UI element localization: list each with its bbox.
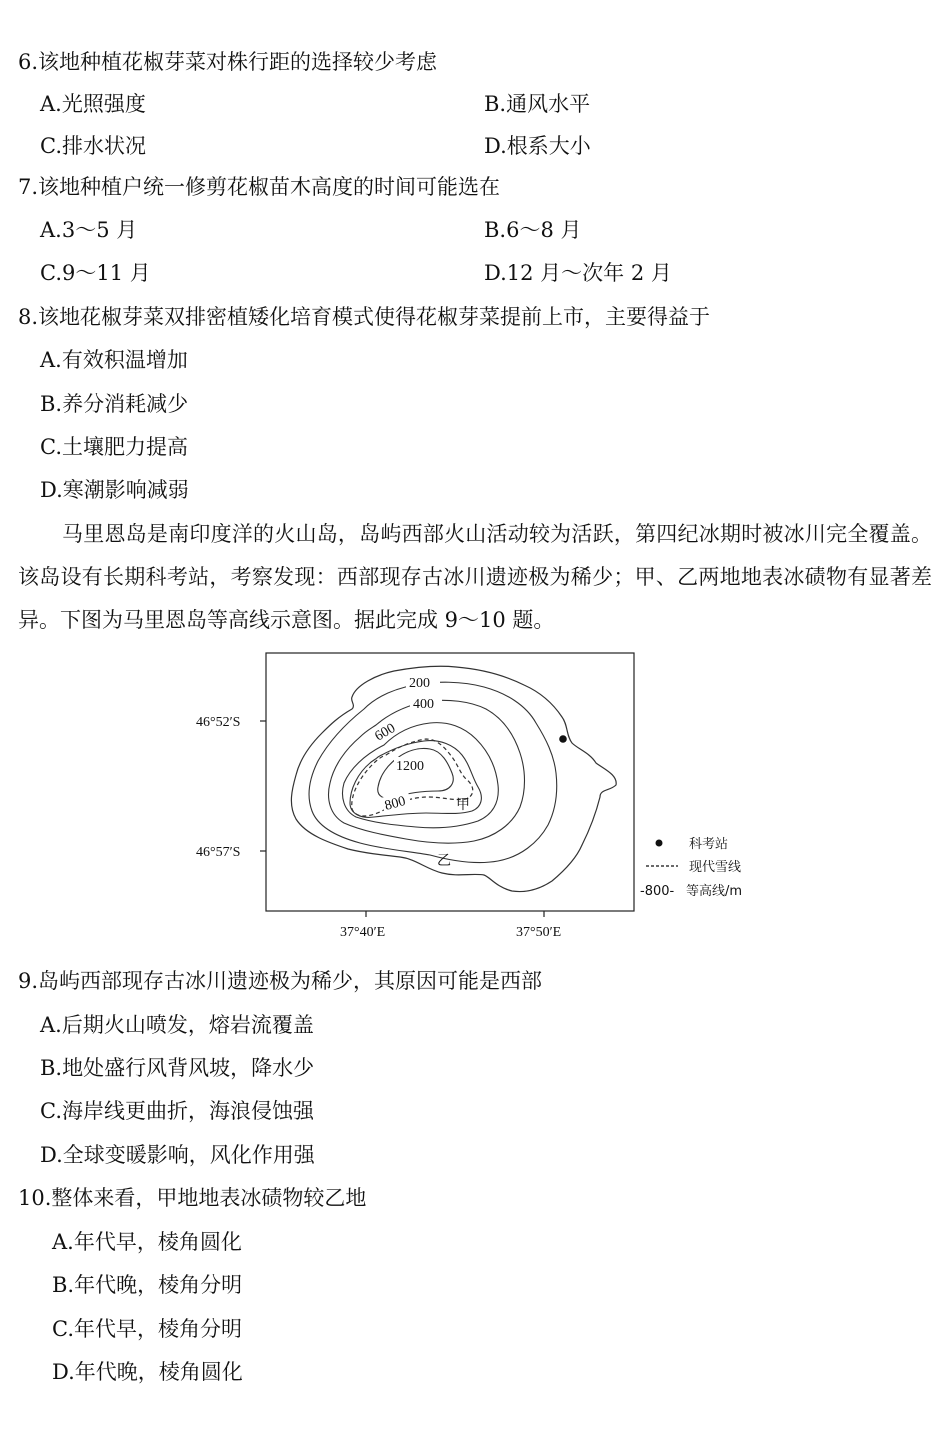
question-8-stem: 8.该地花椒芽菜双排密植矮化培育模式使得花椒芽菜提前上市，主要得益于 bbox=[18, 305, 711, 329]
question-9-option-c[interactable]: C.海岸线更曲折，海浪侵蚀强 bbox=[40, 1099, 314, 1123]
lon-label-east: 37°50′E bbox=[516, 925, 562, 940]
question-8-option-a[interactable]: A.有效积温增加 bbox=[40, 348, 188, 372]
question-8-option-d[interactable]: D.寒潮影响减弱 bbox=[40, 478, 189, 502]
lat-label-north: 46°52′S bbox=[196, 715, 241, 730]
question-7-option-c[interactable]: C.9～11 月 bbox=[40, 261, 151, 285]
legend-snowline-label: 现代雪线 bbox=[689, 860, 742, 875]
lon-label-west: 37°40′E bbox=[340, 925, 386, 940]
contour-label-1200: 1200 bbox=[396, 759, 424, 774]
legend-station-label: 科考站 bbox=[689, 837, 729, 852]
contour-label-400: 400 bbox=[413, 697, 434, 712]
question-7-stem: 7.该地种植户统一修剪花椒苗木高度的时间可能选在 bbox=[18, 175, 501, 199]
question-9-option-d[interactable]: D.全球变暖影响，风化作用强 bbox=[40, 1143, 315, 1167]
contour-label-600: 600 bbox=[372, 720, 399, 745]
contour-600 bbox=[343, 720, 499, 828]
map-frame bbox=[266, 653, 634, 911]
question-8-option-c[interactable]: C.土壤肥力提高 bbox=[40, 435, 188, 459]
question-6-option-b[interactable]: B.通风水平 bbox=[484, 92, 591, 116]
question-9-option-b[interactable]: B.地处盛行风背风坡，降水少 bbox=[40, 1056, 315, 1080]
contour-map-figure bbox=[180, 645, 780, 945]
question-6-stem: 6.该地种植花椒芽菜对株行距的选择较少考虑 bbox=[18, 50, 438, 74]
question-10-option-c[interactable]: C.年代早，棱角分明 bbox=[52, 1317, 242, 1341]
place-label-yi: 乙 bbox=[437, 854, 451, 869]
question-10-option-d[interactable]: D.年代晚，棱角圆化 bbox=[52, 1360, 243, 1384]
research-station-marker bbox=[559, 735, 567, 743]
contour-label-200: 200 bbox=[409, 676, 430, 691]
legend-contour-label: 等高线/m bbox=[686, 884, 743, 899]
question-6-option-a[interactable]: A.光照强度 bbox=[40, 92, 146, 116]
question-8-option-b[interactable]: B.养分消耗减少 bbox=[40, 392, 189, 416]
reading-passage: 马里恩岛是南印度洋的火山岛，岛屿西部火山活动较为活跃，第四纪冰期时被冰川完全覆盖。该岛设有长期科考站，考察发现：西部现存古冰川遗迹极为稀少；甲、乙两地地表冰碛物有显著差异。下图为马里恩岛等高线示意图。据此完成 9～10 题。 bbox=[18, 522, 932, 632]
question-7-option-d[interactable]: D.12 月～次年 2 月 bbox=[484, 261, 672, 285]
lat-label-south: 46°57′S bbox=[196, 845, 241, 860]
question-9-stem: 9.岛屿西部现存古冰川遗迹极为稀少，其原因可能是西部 bbox=[18, 969, 543, 993]
question-7-option-b[interactable]: B.6～8 月 bbox=[484, 218, 582, 242]
question-10-stem: 10.整体来看，甲地地表冰碛物较乙地 bbox=[18, 1186, 367, 1210]
legend-contour-sample: -800- bbox=[640, 884, 675, 899]
place-label-jia: 甲 bbox=[456, 798, 470, 813]
question-9-option-a[interactable]: A.后期火山喷发，熔岩流覆盖 bbox=[40, 1013, 314, 1037]
question-6-option-d[interactable]: D.根系大小 bbox=[484, 134, 591, 158]
question-6-option-c[interactable]: C.排水状况 bbox=[40, 134, 146, 158]
question-10-option-a[interactable]: A.年代早，棱角圆化 bbox=[52, 1230, 242, 1254]
question-10-option-b[interactable]: B.年代晚，棱角分明 bbox=[52, 1273, 243, 1297]
legend-station-dot bbox=[656, 840, 663, 847]
question-7-option-a[interactable]: A.3～5 月 bbox=[40, 218, 138, 242]
contour-label-800: 800 bbox=[383, 793, 408, 814]
